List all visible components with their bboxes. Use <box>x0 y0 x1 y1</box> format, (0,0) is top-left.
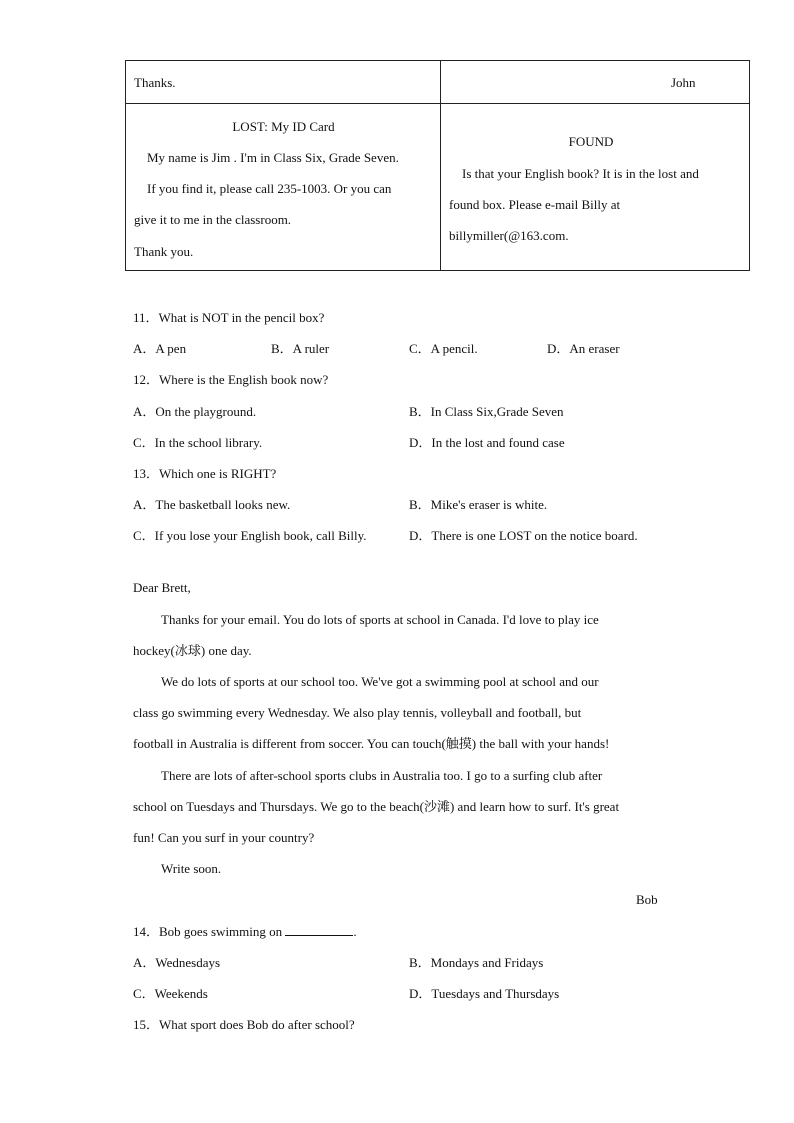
found-line-3: billymiller(@163.com. <box>449 228 569 243</box>
option-c: C．Weekends <box>133 986 208 1001</box>
letter-line: school on Tuesdays and Thursdays. We go to the beach(沙滩) and learn how to surf. It's great <box>133 799 620 814</box>
question-stem: 11．What is NOT in the pencil box? <box>133 310 325 325</box>
option-a: A．The basketball looks new. <box>133 497 291 512</box>
option-d: D．An eraser <box>547 341 620 356</box>
table-cell-thanks <box>126 61 441 104</box>
option-b: B．In Class Six,Grade Seven <box>409 404 564 419</box>
question-stem: 15．What sport does Bob do after school? <box>133 1017 355 1032</box>
option-c: C．In the school library. <box>133 435 263 450</box>
letter-line: football in Australia is different from soccer. You can touch(触摸) the ball with your hands! <box>133 736 610 751</box>
letter-greeting: Dear Brett, <box>133 580 191 595</box>
john-text: John <box>671 75 696 90</box>
option-d: D．Tuesdays and Thursdays <box>409 986 560 1001</box>
lost-line-1: My name is Jim . I'm in Class Six, Grade Seven. <box>147 150 399 165</box>
found-notice-cell <box>441 104 750 271</box>
lost-line-3: give it to me in the classroom. <box>134 212 292 227</box>
found-line-1: Is that your English book? It is in the lost and <box>462 166 699 181</box>
letter-line: hockey(冰球) one day. <box>133 643 252 658</box>
letter-signature: Bob <box>636 892 658 907</box>
thanks-text: Thanks. <box>134 75 176 90</box>
option-b: B．Mondays and Fridays <box>409 955 544 970</box>
notice-table <box>125 60 750 271</box>
question-stem <box>133 924 357 940</box>
question-stem: 13．Which one is RIGHT? <box>133 466 277 481</box>
found-title: FOUND <box>568 134 614 149</box>
question-stem: 12．Where is the English book now? <box>133 372 329 387</box>
option-c: C．If you lose your English book, call Billy. <box>133 528 367 543</box>
option-a: A．A pen <box>133 341 187 356</box>
answer-blank <box>285 924 353 936</box>
letter-line: There are lots of after-school sports clubs in Australia too. I go to a surfing club after <box>161 768 603 783</box>
table-cell-john <box>441 61 750 104</box>
letter-line: Thanks for your email. You do lots of sports at school in Canada. I'd love to play ice <box>161 612 599 627</box>
question-stem-text: 14．Bob goes swimming on <box>133 924 283 939</box>
letter-line: We do lots of sports at our school too. We've got a swimming pool at school and our <box>161 674 599 689</box>
option-d: D．In the lost and found case <box>409 435 565 450</box>
option-a: A．On the playground. <box>133 404 257 419</box>
letter-line: fun! Can you surf in your country? <box>133 830 315 845</box>
question-stem-end: . <box>353 924 357 939</box>
lost-line-2: If you find it, please call 235-1003. Or you can <box>147 181 392 196</box>
letter-line: class go swimming every Wednesday. We also play tennis, volleyball and football, but <box>133 705 582 720</box>
lost-line-4: Thank you. <box>134 244 194 259</box>
lost-title: LOST: My ID Card <box>232 119 335 134</box>
found-line-2: found box. Please e-mail Billy at <box>449 197 621 212</box>
letter-line: Write soon. <box>161 861 222 876</box>
option-b: B．Mike's eraser is white. <box>409 497 548 512</box>
lost-notice-cell <box>126 104 441 271</box>
option-d: D．There is one LOST on the notice board. <box>409 528 638 543</box>
option-c: C．A pencil. <box>409 341 478 356</box>
option-b: B．A ruler <box>271 341 330 356</box>
option-a: A．Wednesdays <box>133 955 221 970</box>
